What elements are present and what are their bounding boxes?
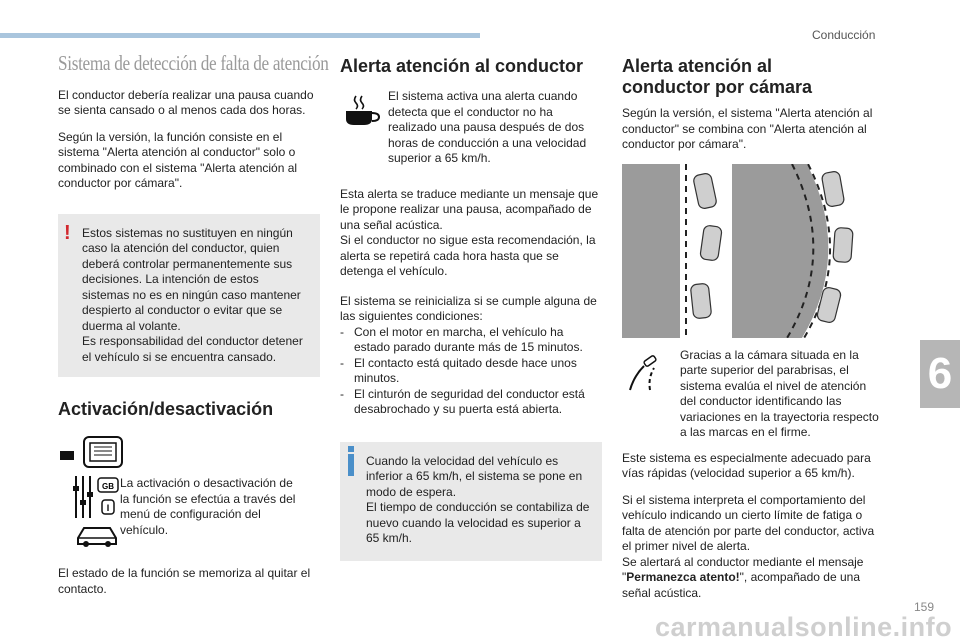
intro-row <box>340 89 602 167</box>
paragraph: Según la versión, el sistema "Alerta atención al conductor" se combina con "Alerta atención al conductor por cámara". <box>622 106 873 151</box>
paragraph: Este sistema es especialmente adecuado para vías rápidas (velocidad superior a 65 km/h). <box>622 450 871 480</box>
section-heading: Activación/desactivación <box>58 399 274 419</box>
info-text: Cuando la velocidad del vehículo es inferior a 65 km/h, el sistema se pone en modo de espera. <box>366 453 583 499</box>
paragraph-line: Se alertará al conductor mediante el mensaje " <box>622 554 864 584</box>
paragraph-line: Si el sistema interpreta el comportamiento del vehículo indicando un cierto límite de fatiga o falta de atención por parte del conductor, activa el primer nivel de alerta. <box>622 492 875 553</box>
list-item: - Con el motor en marcha, el vehículo ha estado parado durante más de 15 minutos. <box>340 324 583 354</box>
paragraph: Según la versión, la función consiste en el sistema "Alerta atención al conductor" solo o combinado con el sistema "Alerta atención al conductor por cámara". <box>58 129 298 190</box>
paragraph: El conductor debería realizar una pausa cuando se sienta cansado o al menos cada dos horas. <box>58 87 314 117</box>
paragraph-line: Esta alerta se traduce mediante un mensaje que le propone realizar una pausa, acompañado de una señal acústica. <box>340 186 599 232</box>
gb-label: GB <box>102 482 114 491</box>
warning-text: Es responsabilidad del conductor detener el vehículo si se encuentra cansado. <box>82 334 303 364</box>
column-middle <box>340 56 602 561</box>
car-icon <box>74 522 120 552</box>
activation-text: La activación o desactivación de la función se efectúa a través del menú de configuración del vehículo. <box>120 476 296 537</box>
chapter-number: 6 <box>927 349 953 398</box>
paragraph: El sistema se reinicializa si se cumple alguna de las siguientes condiciones: <box>340 293 597 323</box>
page-heading: Sistema de detección de falta de atención <box>58 51 329 75</box>
paragraph-line: Si el conductor no sigue esta recomendación, la alerta se repetirá cada hora hasta que se detenga el vehículo. <box>340 233 596 278</box>
page-number: 159 <box>914 600 935 614</box>
header-bar <box>0 33 480 38</box>
i-label: I <box>106 503 110 513</box>
info-text: El tiempo de conducción se contabiliza de nuevo cuando la velocidad es superior a 65 km/h. <box>366 500 590 545</box>
camera-text: Gracias a la cámara situada en la parte superior del parabrisas, el sistema evalúa el nivel de atención del conductor identificando las variaciones en la trayectoria respecto a las marcas en el firme. <box>680 347 879 439</box>
list-item: - El contacto está quitado desde hace unos minutos. <box>340 355 577 385</box>
touchscreen-icon <box>60 436 124 470</box>
intro-text: El sistema activa una alerta cuando detecta que el conductor no ha realizado una pausa después de dos horas de conducción a una velocidad superior a 65 km/h. <box>388 89 587 165</box>
camera-row <box>622 348 884 441</box>
list-item: - El cinturón de seguridad del conductor está desabrochado y su puerta está abierta. <box>340 386 585 416</box>
paragraph <box>340 187 602 280</box>
column-left <box>58 51 329 608</box>
exclamation-icon: ! <box>64 221 71 244</box>
section-title: Conducción <box>812 28 876 42</box>
lane-diagram <box>622 164 884 338</box>
chapter-tab <box>920 340 960 408</box>
info-box <box>340 442 602 561</box>
heading-line: Alerta atención al <box>622 56 773 76</box>
column-right <box>622 56 884 612</box>
settings-sliders-icon <box>72 474 122 520</box>
section-heading <box>622 56 884 98</box>
coffee-cup-icon <box>340 93 384 129</box>
warning-text: Estos sistemas no sustituyen en ningún caso la atención del conductor, quien deberá controlar permanentemente sus decisiones. La intención de estos sistemas no es en ningún caso mantener despierto al conductor o evitar que se duerma al volante. <box>82 225 301 333</box>
paragraph <box>622 493 884 602</box>
lane-illustration <box>622 164 884 338</box>
info-icon <box>348 454 354 476</box>
lane-departure-icon <box>622 354 666 394</box>
alert-message: Permanezca atento! <box>626 570 740 584</box>
activation-block <box>58 436 320 542</box>
paragraph: El estado de la función se memoriza al quitar el contacto. <box>58 566 311 596</box>
heading-line: conductor por cámara <box>622 77 813 97</box>
warning-box <box>58 214 320 378</box>
paragraph-line: ", acompañado de una señal acústica. <box>622 570 860 600</box>
section-heading: Alerta atención al conductor <box>340 56 584 76</box>
watermark: carmanualsonline.info <box>655 612 953 642</box>
